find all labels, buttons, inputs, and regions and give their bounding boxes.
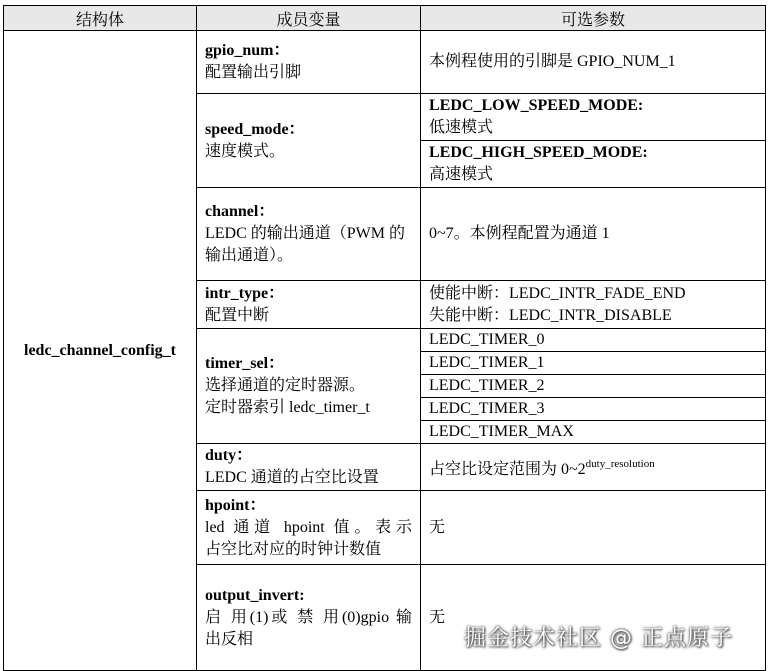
member-desc: 配置中断 <box>205 306 270 324</box>
option-code: LEDC_HIGH_SPEED_MODE: <box>429 144 648 161</box>
member-desc: 配置输出引脚 <box>205 64 302 81</box>
member-cell-timer-sel <box>197 329 421 444</box>
member-cell-gpio-num <box>197 31 421 94</box>
member-name: hpoint： <box>205 496 266 514</box>
option-cell: 无 <box>421 565 766 671</box>
member-desc: 出反相 <box>205 630 254 648</box>
member-desc: 占空比对应的时钟计数值 <box>205 540 382 558</box>
option-cell <box>421 94 766 141</box>
member-name: duty： <box>205 447 253 464</box>
header-options: 可选参数 <box>421 6 766 31</box>
option-cell: LEDC_TIMER_1 <box>421 352 766 375</box>
option-cell: LEDC_TIMER_2 <box>421 375 766 398</box>
header-member: 成员变量 <box>197 6 421 31</box>
option-line: 失能中断：LEDC_INTR_DISABLE <box>429 306 672 324</box>
member-name: intr_type： <box>205 284 285 302</box>
member-desc: 选择通道的定时器源。 <box>205 377 366 394</box>
struct-table <box>3 5 766 671</box>
member-desc: LEDC 通道的占空比设置 <box>205 469 379 486</box>
member-desc: 定时器索引 ledc_timer_t <box>205 399 370 416</box>
option-cell: 本例程使用的引脚是 GPIO_NUM_1 <box>421 31 766 94</box>
struct-name-cell: ledc_channel_config_t <box>4 31 197 671</box>
member-name: channel： <box>205 203 275 220</box>
option-cell: LEDC_TIMER_0 <box>421 329 766 352</box>
member-name: output_invert: <box>205 586 305 604</box>
option-cell: LEDC_TIMER_3 <box>421 398 766 421</box>
member-name: speed_mode： <box>205 120 305 138</box>
member-desc: 启 用(1)或 禁 用(0)gpio 输 <box>205 608 412 626</box>
member-cell-intr-type <box>197 281 421 329</box>
option-text: 低速模式 <box>429 119 494 136</box>
member-desc: LEDC 的输出通道（PWM 的输出通道）。 <box>205 225 406 264</box>
member-cell-speed-mode <box>197 94 421 188</box>
member-cell-duty <box>197 444 421 491</box>
table-row <box>4 31 766 94</box>
table-header-row <box>4 6 766 31</box>
header-struct: 结构体 <box>4 6 197 31</box>
option-line: 使能中断：LEDC_INTR_FADE_END <box>429 284 686 302</box>
watermark: 掘金技术社区 @ 正点原子 <box>464 626 733 651</box>
option-cell <box>421 141 766 188</box>
option-cell <box>421 281 766 329</box>
member-name: timer_sel： <box>205 355 285 372</box>
option-cell: 0~7。本例程配置为通道 1 <box>421 188 766 281</box>
option-superscript: duty_resolution <box>585 458 655 470</box>
option-cell: 无 <box>421 491 766 565</box>
member-desc: led 通道 hpoint 值。表示 <box>205 518 412 536</box>
member-name: gpio_num： <box>205 42 290 59</box>
member-cell-output-invert <box>197 565 421 671</box>
option-code: LEDC_LOW_SPEED_MODE: <box>429 97 644 114</box>
member-desc: 速度模式。 <box>205 142 286 160</box>
option-text: 高速模式 <box>429 166 494 183</box>
option-text: 占空比设定范围为 0~2 <box>429 461 586 478</box>
option-cell: LEDC_TIMER_MAX <box>421 421 766 444</box>
member-cell-channel <box>197 188 421 281</box>
option-cell <box>421 444 766 491</box>
member-cell-hpoint <box>197 491 421 565</box>
